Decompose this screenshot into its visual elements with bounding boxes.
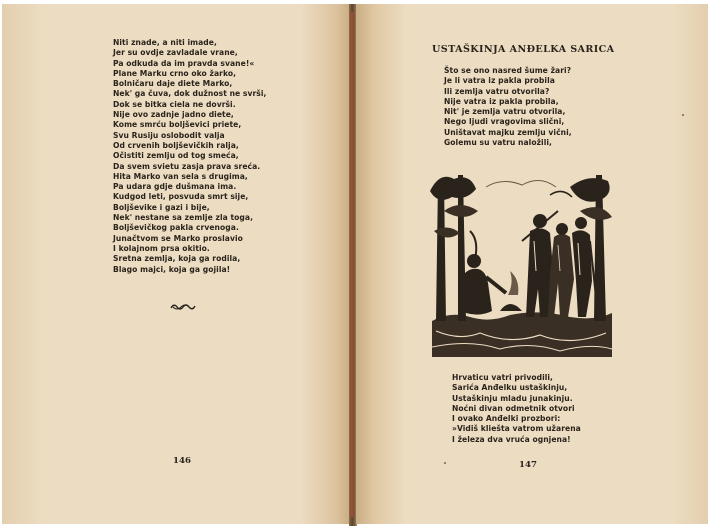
verse-line: Niti znade, a niti imade, [113, 38, 217, 47]
verse-line: Očistiti zemlju od tog smeća, [113, 151, 239, 161]
verse-line: Boljševike i gazi i bije, [113, 202, 210, 212]
verse-line: Nije ovo zadnje jadno diete, [113, 110, 234, 120]
verse-line: Nego ljudi vragovima slični, [444, 117, 565, 127]
verse-line: Blago majci, koja ga gojila! [113, 264, 231, 274]
verse-line: Nek' nestane sa zemlje zla toga, [113, 213, 254, 223]
verse-line: I železa dva vruća ognjena! [452, 434, 571, 444]
verse-line: Od crvenih boljševičkih ralja, [113, 140, 239, 150]
verse-line: Svu Rusiju oslobodit valja [113, 130, 225, 140]
paper-speck [682, 114, 684, 116]
verse-line: Da svem svietu zasja prava sreća. [113, 161, 261, 171]
verse-line: »Vidiš kliešta vatrom užarena [452, 424, 581, 434]
verse-line: Junačtvom se Marko proslavio [113, 233, 243, 243]
verse-line: Nije vatra iz pakla probila, [444, 96, 559, 106]
verse-line: Pa udara gdje dušmana ima. [113, 182, 237, 192]
verse-line: Noćni divan odmetnik otvori [452, 403, 575, 413]
right-page [356, 4, 708, 524]
verse-line: Kudgod leti, posvuda smrt sije, [113, 192, 249, 202]
verse-line: Nek' ga čuva, dok dužnost ne svrši, [113, 89, 267, 99]
paper-speck [444, 462, 446, 464]
verse-line: Sarića Anđelku ustaškinju, [452, 383, 568, 393]
page-number: 147 [519, 460, 537, 470]
verse-line: Boljševičkog pakla crvenoga. [113, 223, 239, 233]
verse-line: Pa odkuda da im pravda svane!« [113, 58, 255, 68]
verse-line: Ustaškinju mladu junakinju. [452, 393, 573, 403]
verse-line: Bolničaru daje diete Marko, [113, 79, 233, 89]
verse-line: Ili zemlja vatru otvorila? [444, 86, 550, 96]
page-number: 146 [173, 456, 191, 466]
verse-line: I ovako Anđelki prozbori: [452, 414, 561, 424]
verse-line: Uništavat majku zemlju vični, [444, 127, 572, 137]
right-page-verse-top [444, 66, 572, 148]
verse-line: Hrvaticu vatri privodili, [452, 373, 553, 382]
ornament-divider [169, 302, 197, 312]
verse-line: Je li vatra iz pakla probila [444, 76, 555, 86]
verse-line: Što se ono nasred šume žari? [444, 66, 572, 75]
left-page-verse [113, 38, 266, 275]
right-page-verse-bottom [452, 373, 581, 445]
book-spread [0, 4, 710, 526]
verse-line: Hita Marko van sela s drugima, [113, 171, 248, 181]
verse-line: Nit' je zemlja vatru otvorila, [444, 107, 566, 117]
verse-line: Jer su ovdje zavladale vrane, [113, 48, 238, 58]
verse-line: I kolajnom prsa okitio. [113, 243, 210, 253]
verse-line: Kome smrću boljševici priete, [113, 120, 242, 130]
binding-stripe [351, 12, 353, 517]
verse-line: Golemu su vatru naložili, [444, 138, 552, 148]
poem-title: USTAŠKINJA ANĐELKA SARICA [432, 44, 615, 55]
verse-line: Dok se bitka ciela ne dovrši. [113, 99, 236, 109]
verse-line: Plane Marku crno oko žarko, [113, 68, 237, 78]
verse-line: Sretna zemlja, koja ga rodila, [113, 254, 241, 264]
forest-scene-illustration [430, 171, 614, 357]
left-page [2, 4, 350, 524]
